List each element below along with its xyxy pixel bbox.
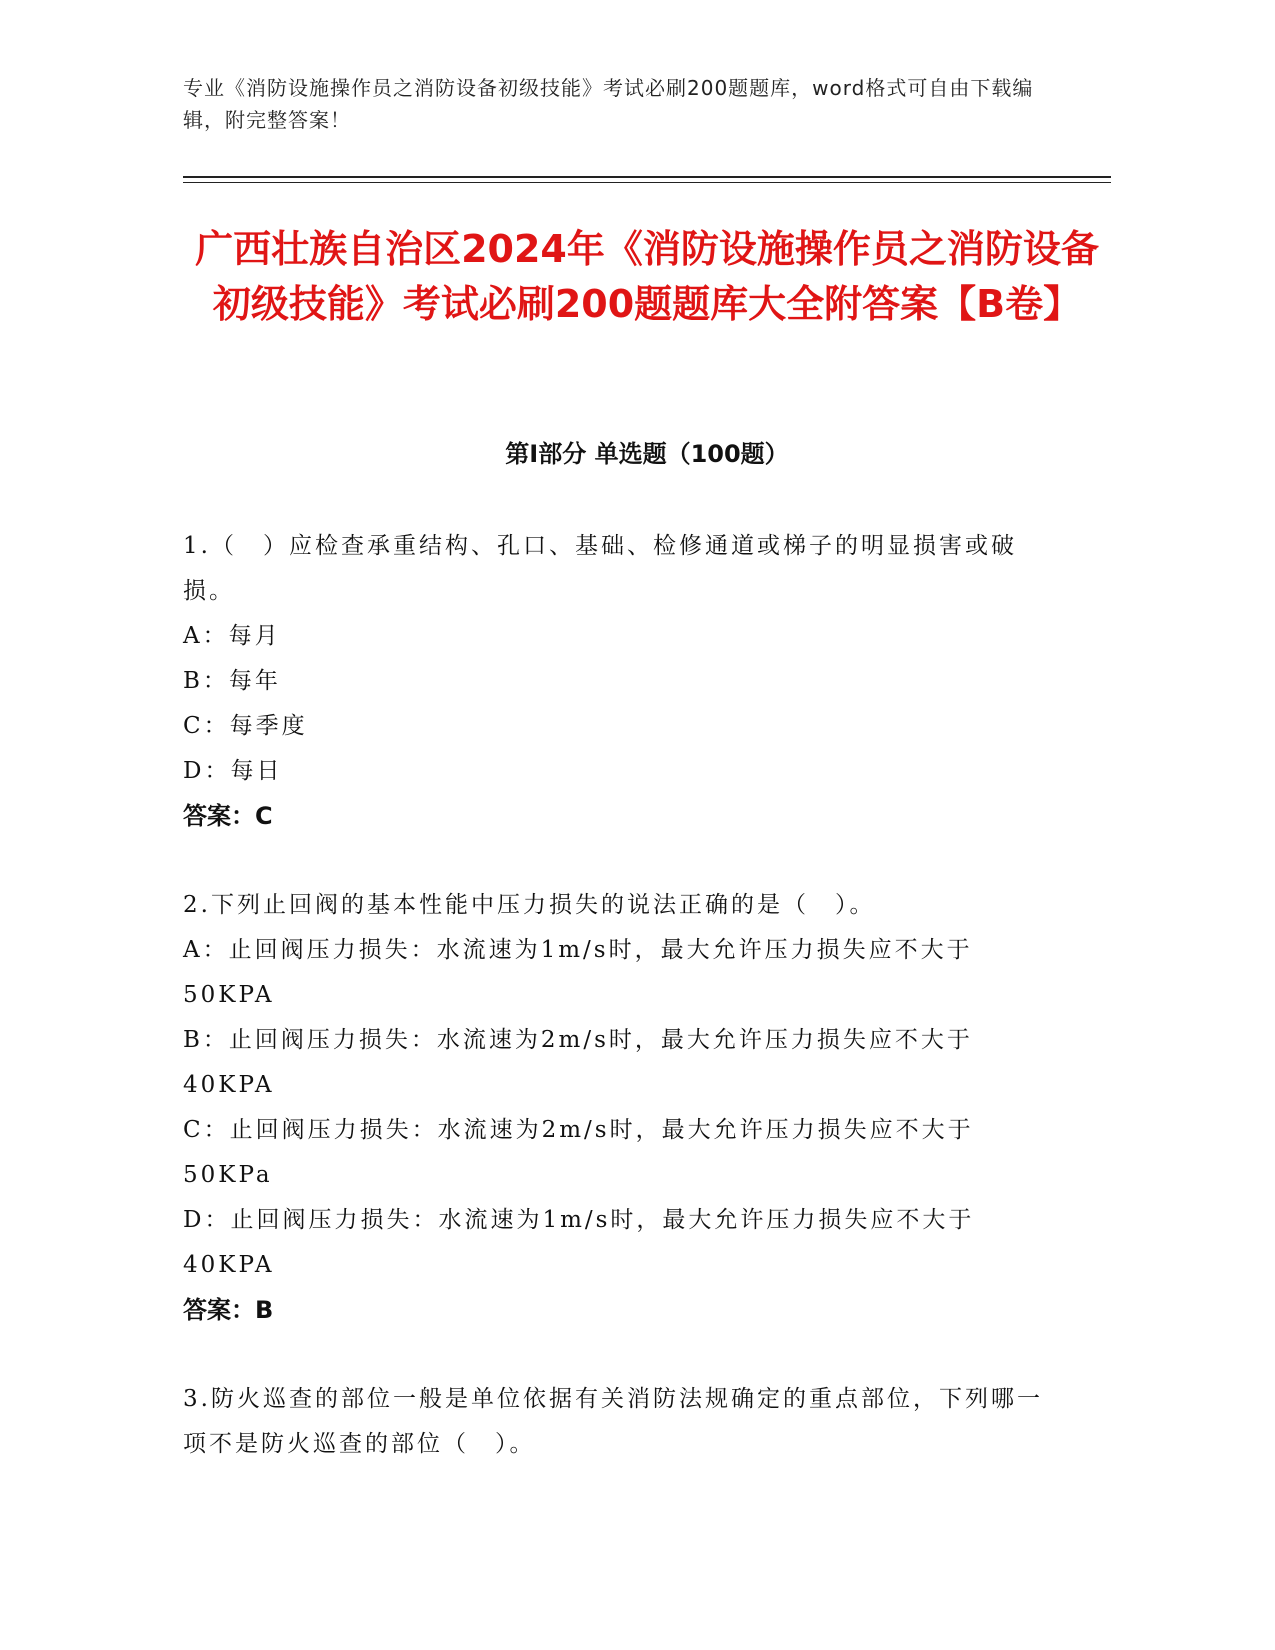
answer: 答案：C [183,802,273,830]
question-2 [183,883,1043,1333]
question-stem: 3.防火巡查的部位一般是单位依据有关消防法规确定的重点部位，下列哪一项不是防火巡查的部位（ ）。 [183,1386,1043,1457]
option-a: A：止回阀压力损失：水流速为1m/s时，最大允许压力损失应不大于50KPA [183,937,973,1008]
section-title: 第Ⅰ部分 单选题（100题） [505,440,789,468]
question-3 [183,1377,1043,1467]
header-divider-thick [183,176,1111,178]
question-1 [183,524,1043,839]
option-d: D：每日 [183,758,283,784]
option-b: B：每年 [183,668,281,694]
option-a: A：每月 [183,623,281,649]
option-c: C：每季度 [183,713,308,739]
option-c: C：止回阀压力损失：水流速为2m/s时，最大允许压力损失应不大于50KPa [183,1117,974,1188]
document-title: 广西壮族自治区2024年《消防设施操作员之消防设备初级技能》考试必刷200题题库大全附答案【B卷】 [195,227,1099,326]
header-note: 专业《消防设施操作员之消防设备初级技能》考试必刷200题题库，word格式可自由下载编辑，附完整答案！ [183,76,1034,132]
header-divider-thin [183,182,1111,183]
question-list [183,524,1043,1511]
question-stem: 1.（ ）应检查承重结构、孔口、基础、检修通道或梯子的明显损害或破损。 [183,533,1017,604]
answer: 答案：B [183,1296,274,1324]
option-b: B：止回阀压力损失：水流速为2m/s时，最大允许压力损失应不大于40KPA [183,1027,973,1098]
option-d: D：止回阀压力损失：水流速为1m/s时，最大允许压力损失应不大于40KPA [183,1207,975,1278]
question-stem: 2.下列止回阀的基本性能中压力损失的说法正确的是（ ）。 [183,892,876,918]
